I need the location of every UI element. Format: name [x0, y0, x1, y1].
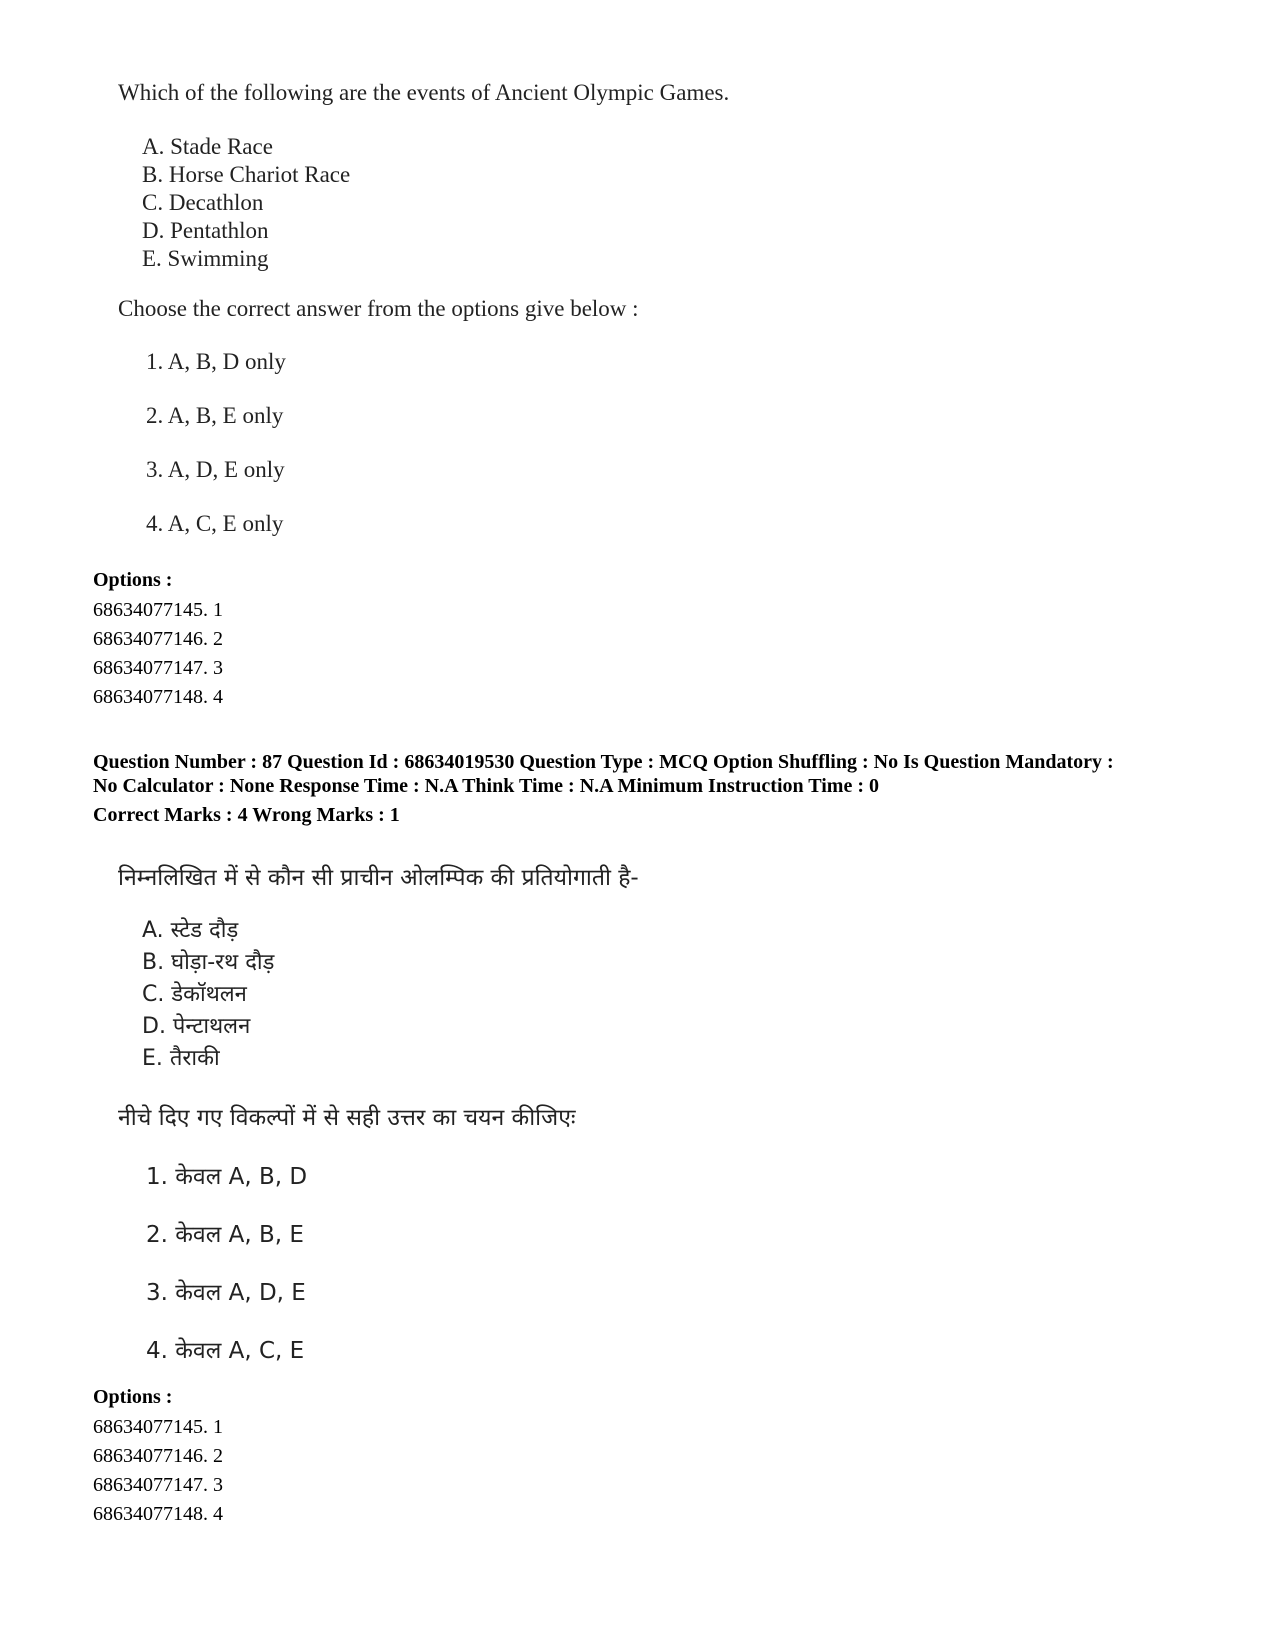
statement-list — [142, 133, 350, 273]
options-label: Options : — [93, 569, 173, 591]
answer-choice-3: 3. A, D, E only — [146, 457, 285, 482]
answer-choice-1: 1. केवल A, B, D — [146, 1164, 308, 1190]
question-meta-line: Question Number : 87 Question Id : 68634019530 Question Type : MCQ Option Shuffling : No Is Question Mandatory : — [93, 751, 1114, 773]
statement-item: D. Pentathlon — [142, 218, 269, 243]
instruction-text: Choose the correct answer from the options give below : — [118, 296, 639, 321]
statement-item: A. स्टेड दौड़ — [142, 918, 239, 943]
marks-line: Correct Marks : 4 Wrong Marks : 1 — [93, 804, 400, 826]
statement-list-hindi — [142, 915, 274, 1075]
answer-choice-4: 4. A, C, E only — [146, 511, 284, 536]
statement-item: E. तैराकी — [142, 1046, 220, 1071]
question-meta-line: No Calculator : None Response Time : N.A Think Time : N.A Minimum Instruction Time : 0 — [93, 775, 879, 797]
answer-choice-4: 4. केवल A, C, E — [146, 1338, 305, 1364]
options-label: Options : — [93, 1386, 173, 1408]
statement-item: E. Swimming — [142, 246, 269, 271]
option-item: 68634077147. 3 — [93, 657, 223, 679]
answer-choice-2: 2. केवल A, B, E — [146, 1222, 304, 1248]
statement-item: D. पेन्टाथलन — [142, 1014, 251, 1039]
answer-choice-2: 2. A, B, E only — [146, 403, 284, 428]
statement-item: C. Decathlon — [142, 190, 264, 215]
statement-item: A. Stade Race — [142, 134, 273, 159]
options-list — [93, 1413, 223, 1529]
instruction-text-hindi: नीचे दिए गए विकल्पों में से सही उत्तर का चयन कीजिएः — [118, 1105, 576, 1131]
answer-choice-1: 1. A, B, D only — [146, 349, 286, 374]
question-text: Which of the following are the events of Ancient Olympic Games. — [118, 80, 730, 105]
statement-item: C. डेकॉथलन — [142, 982, 247, 1007]
option-item: 68634077148. 4 — [93, 686, 223, 708]
option-item: 68634077146. 2 — [93, 1445, 223, 1467]
statement-item: B. Horse Chariot Race — [142, 162, 351, 187]
statement-item: B. घोड़ा-रथ दौड़ — [142, 950, 275, 975]
option-item: 68634077148. 4 — [93, 1503, 223, 1525]
option-item: 68634077147. 3 — [93, 1474, 223, 1496]
options-list — [93, 596, 223, 712]
question-text-hindi: निम्नलिखित में से कौन सी प्राचीन ओलम्पिक की प्रतियोगाती है- — [118, 865, 639, 891]
option-item: 68634077145. 1 — [93, 599, 223, 621]
answer-choice-3: 3. केवल A, D, E — [146, 1280, 306, 1306]
option-item: 68634077145. 1 — [93, 1416, 223, 1438]
option-item: 68634077146. 2 — [93, 628, 223, 650]
